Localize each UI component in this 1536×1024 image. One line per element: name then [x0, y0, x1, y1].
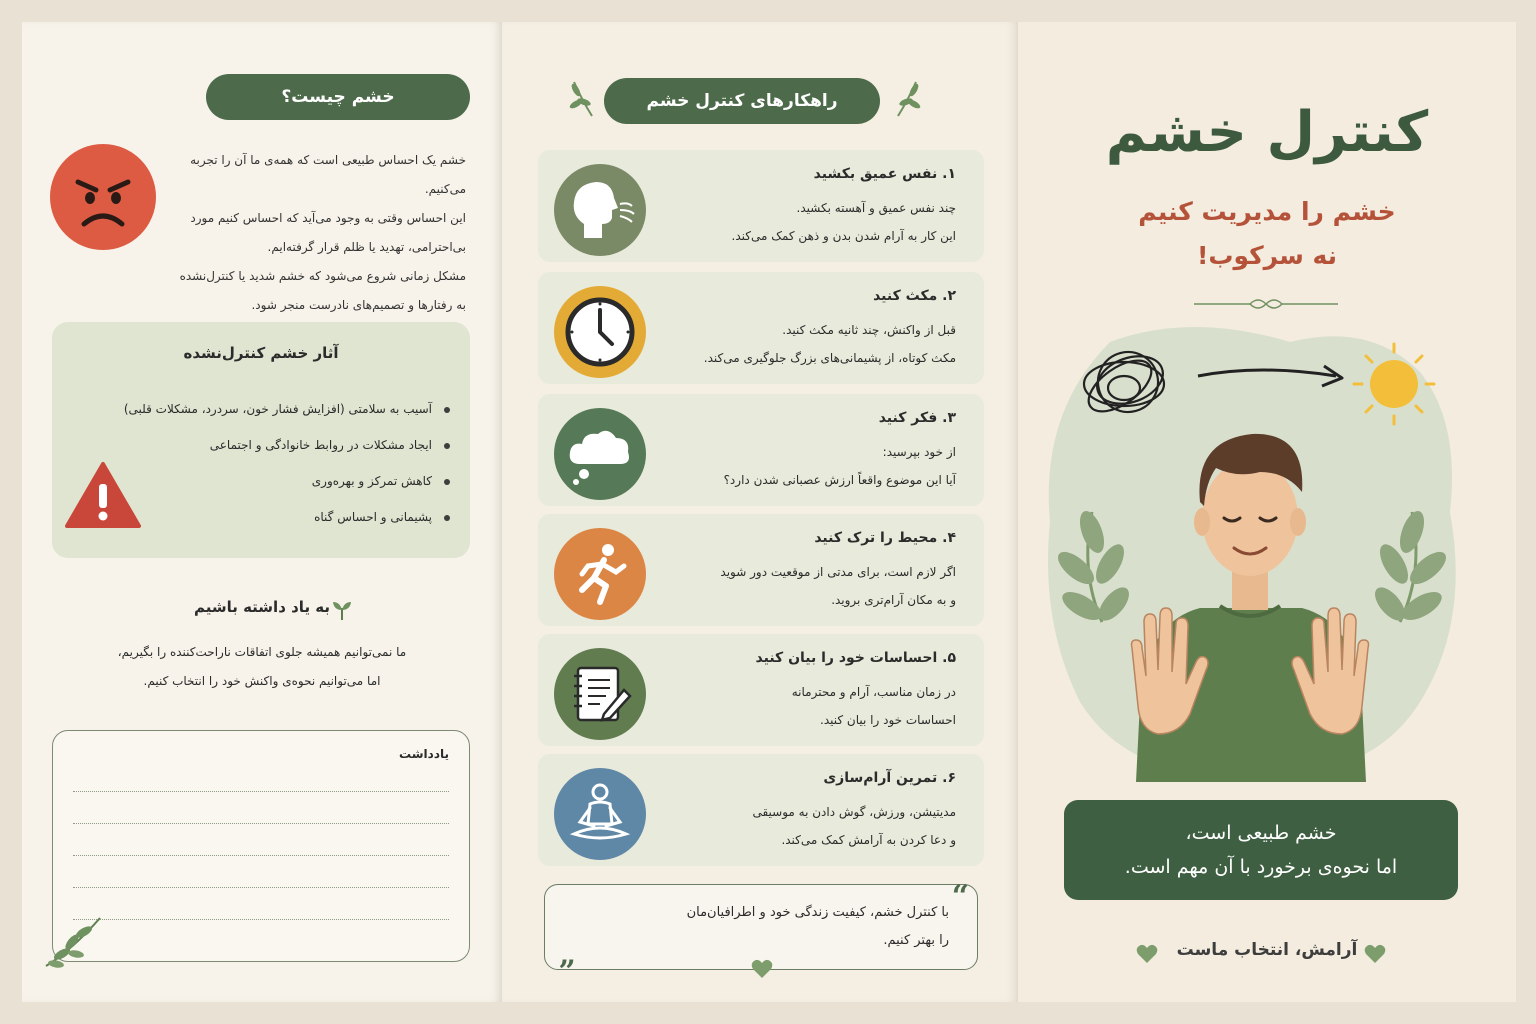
strategy-text: [656, 798, 956, 854]
strategy-card-pause: [538, 272, 984, 384]
strategy-text: [656, 438, 956, 494]
strategy-text: [656, 678, 956, 734]
footer-slogan: آرامش، انتخاب ماست: [1176, 940, 1358, 960]
strategy-line: این کار به آرام شدن بدن و ذهن کمک می‌کند.: [731, 229, 956, 243]
running-person-icon: [554, 528, 646, 620]
quote-close-icon: „: [559, 937, 577, 972]
remember-title: به یاد داشته باشیم: [193, 598, 331, 616]
quote-open-icon: “: [951, 879, 969, 914]
strategy-title: ۵. احساسات خود را بیان کنید: [755, 650, 956, 666]
quote-box: [544, 879, 978, 972]
heart-icon: [751, 959, 773, 979]
note-line: [73, 919, 449, 920]
what-is-anger-heading: خشم چیست؟: [206, 74, 470, 120]
heart-icon: [1364, 944, 1386, 964]
strategy-line: چند نفس عمیق و آهسته بکشید.: [796, 201, 956, 215]
strategy-title: ۱. نفس عمیق بکشید: [813, 166, 956, 182]
effects-list: [120, 394, 450, 538]
main-title: کنترل خشم: [1105, 100, 1429, 165]
intro-line: این احساس وقتی به وجود می‌آید که احساس کنیم مورد: [190, 211, 466, 225]
strategy-title: ۳. فکر کنید: [878, 410, 956, 426]
remember-line: ما نمی‌توانیم همیشه جلوی اتفاقات ناراحت‌کننده را بگیریم،: [117, 645, 407, 659]
note-line: [73, 855, 449, 856]
leaf-sprig-icon: [892, 78, 926, 118]
strategies-heading: راهکارهای کنترل خشم: [604, 78, 880, 124]
strategy-card-leave: [538, 514, 984, 626]
breathing-head-icon: [554, 164, 646, 256]
strategy-line: در زمان مناسب، آرام و محترمانه: [791, 685, 956, 699]
strategy-card-breathe: [538, 150, 984, 262]
brochure: [22, 22, 1516, 1002]
leaf-branch-icon: [42, 910, 106, 970]
subtitle-line: خشم را مدیریت کنیم: [1138, 197, 1396, 226]
strategy-line: مکث کوتاه، از پشیمانی‌های بزرگ جلوگیری می‌کند.: [703, 351, 956, 365]
strategy-line: اگر لازم است، برای مدتی از موقعیت دور شوید: [720, 565, 956, 579]
notes-title: یادداشت: [399, 747, 449, 761]
strategy-title: ۲. مکث کنید: [873, 288, 956, 304]
strategy-line: آیا این موضوع واقعاً ارزش عصبانی شدن دارد؟: [723, 473, 956, 487]
notebook-pen-icon: [554, 648, 646, 740]
angry-face-icon: [50, 144, 156, 250]
intro-text: [146, 146, 466, 320]
strategy-line: و دعا کردن به آرامش کمک می‌کند.: [781, 833, 956, 847]
list-item: کاهش تمرکز و بهره‌وری: [120, 466, 450, 502]
intro-line: مشکل زمانی شروع می‌شود که خشم شدید یا کنترل‌نشده: [179, 269, 466, 283]
note-line: [73, 887, 449, 888]
leaf-sprig-icon: [564, 78, 598, 118]
intro-line: بی‌احترامی، تهدید یا ظلم قرار گرفته‌ایم.: [267, 240, 466, 254]
remember-line: اما می‌توانیم نحوه‌ی واکنش خود را انتخاب کنیم.: [143, 674, 381, 688]
right-panel: [1018, 22, 1516, 1002]
ornament-divider-icon: [1194, 292, 1338, 316]
quote-line: را بهتر کنیم.: [883, 933, 949, 948]
subtitle-line: نه سرکوب!: [1196, 241, 1338, 270]
strategy-card-relax: [538, 754, 984, 866]
strategy-card-express: [538, 634, 984, 746]
list-item: ایجاد مشکلات در روابط خانوادگی و اجتماعی: [120, 430, 450, 466]
statement-box: [1064, 800, 1458, 900]
strategy-line: قبل از واکنش، چند ثانیه مکث کنید.: [782, 323, 956, 337]
strategy-line: احساسات خود را بیان کنید.: [820, 713, 956, 727]
strategy-text: [656, 558, 956, 614]
remember-text: [52, 638, 472, 696]
statement-line: اما نحوه‌ی برخورد با آن مهم است.: [1124, 856, 1398, 878]
warning-icon: [64, 460, 142, 530]
statement-line: خشم طبیعی است،: [1185, 822, 1337, 844]
list-item: پشیمانی و احساس گناه: [120, 502, 450, 538]
calm-man-illustration: [1040, 322, 1460, 782]
strategy-title: ۶. تمرین آرام‌سازی: [823, 770, 956, 786]
effects-box: [52, 322, 470, 558]
thought-cloud-icon: [554, 408, 646, 500]
sprout-icon: [330, 598, 354, 622]
left-panel: [22, 22, 502, 1002]
strategy-card-think: [538, 394, 984, 506]
list-item: آسیب به سلامتی (افزایش فشار خون، سردرد، مشکلات قلبی): [120, 394, 450, 430]
strategy-title: ۴. محیط را ترک کنید: [814, 530, 956, 546]
strategy-text: [656, 194, 956, 250]
strategy-line: و به مکان آرام‌تری بروید.: [831, 593, 956, 607]
quote-text: [577, 899, 949, 955]
clock-icon: [554, 286, 646, 378]
notes-box[interactable]: [52, 730, 470, 962]
middle-panel: [502, 22, 1018, 1002]
note-line: [73, 791, 449, 792]
strategy-line: مدیتیشن، ورزش، گوش دادن به موسیقی: [752, 805, 956, 819]
note-line: [73, 823, 449, 824]
intro-line: به رفتارها و تصمیم‌های نادرست منجر شود.: [251, 298, 466, 312]
strategy-line: از خود بپرسید:: [882, 445, 956, 459]
effects-title: آثار خشم کنترل‌نشده: [183, 344, 339, 362]
subtitle: [1018, 190, 1516, 278]
meditation-icon: [554, 768, 646, 860]
strategy-text: [656, 316, 956, 372]
quote-line: با کنترل خشم، کیفیت زندگی خود و اطرافیان‌مان: [686, 905, 949, 920]
intro-line: خشم یک احساس طبیعی است که همه‌ی ما آن را تجربه می‌کنیم.: [190, 153, 466, 196]
